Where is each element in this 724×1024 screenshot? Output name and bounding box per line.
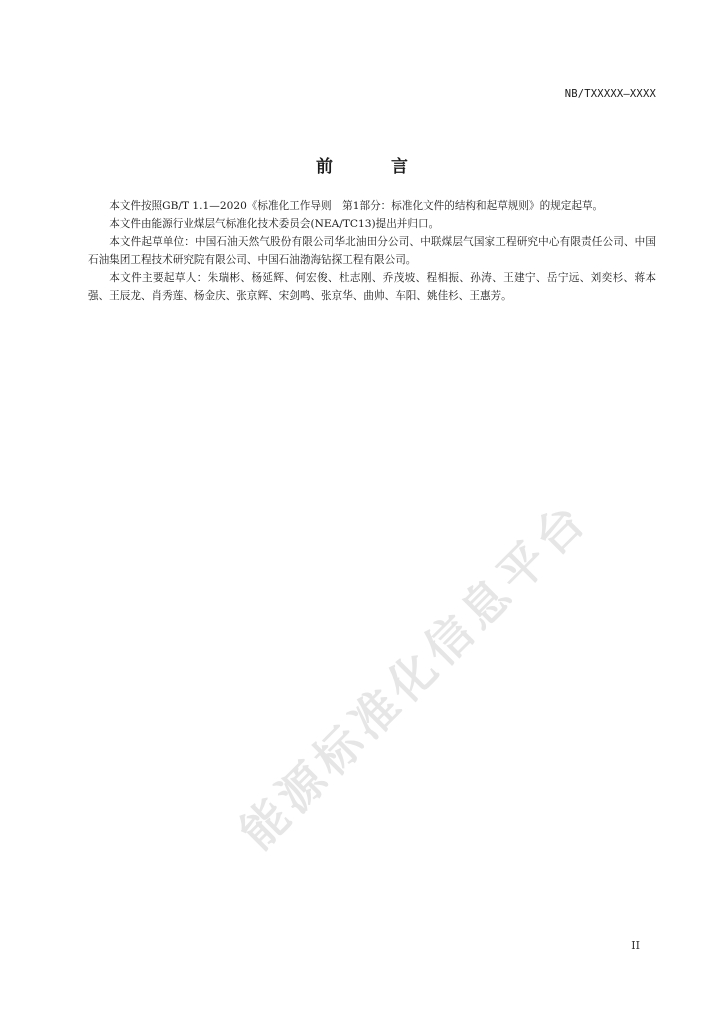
foreword-body (88, 197, 656, 305)
paragraph-drafting-units: 本文件起草单位：中国石油天然气股份有限公司华北油田分公司、中联煤层气国家工程研究中心有限责任公司、中国石油集团工程技术研究院有限公司、中国石油渤海钻探工程有限公司。 (88, 236, 656, 266)
document-code: NB/TXXXXX—XXXX (564, 88, 656, 100)
paragraph-proposer: 本文件由能源行业煤层气标准化技术委员会(NEA/TC13)提出并归口。 (109, 218, 440, 230)
paragraph-drafting-rule: 本文件按照GB/T 1.1—2020《标准化工作导则 第1部分：标准化文件的结构和起草规则》的规定起草。 (109, 200, 604, 212)
watermark-text: 能源标准化信息平台 (229, 490, 599, 860)
page-number: II (631, 939, 640, 952)
page-title: 前 言 (316, 157, 434, 177)
paragraph-drafters: 本文件主要起草人：朱瑞彬、杨延辉、何宏俊、杜志刚、乔茂坡、程相振、孙涛、王建宁、岳宁远、刘奕杉、蒋本强、王辰龙、肖秀莲、杨金庆、张京辉、宋剑鸣、张京华、曲帅、车阳、姚佳杉、王惠芳。 (88, 272, 656, 302)
